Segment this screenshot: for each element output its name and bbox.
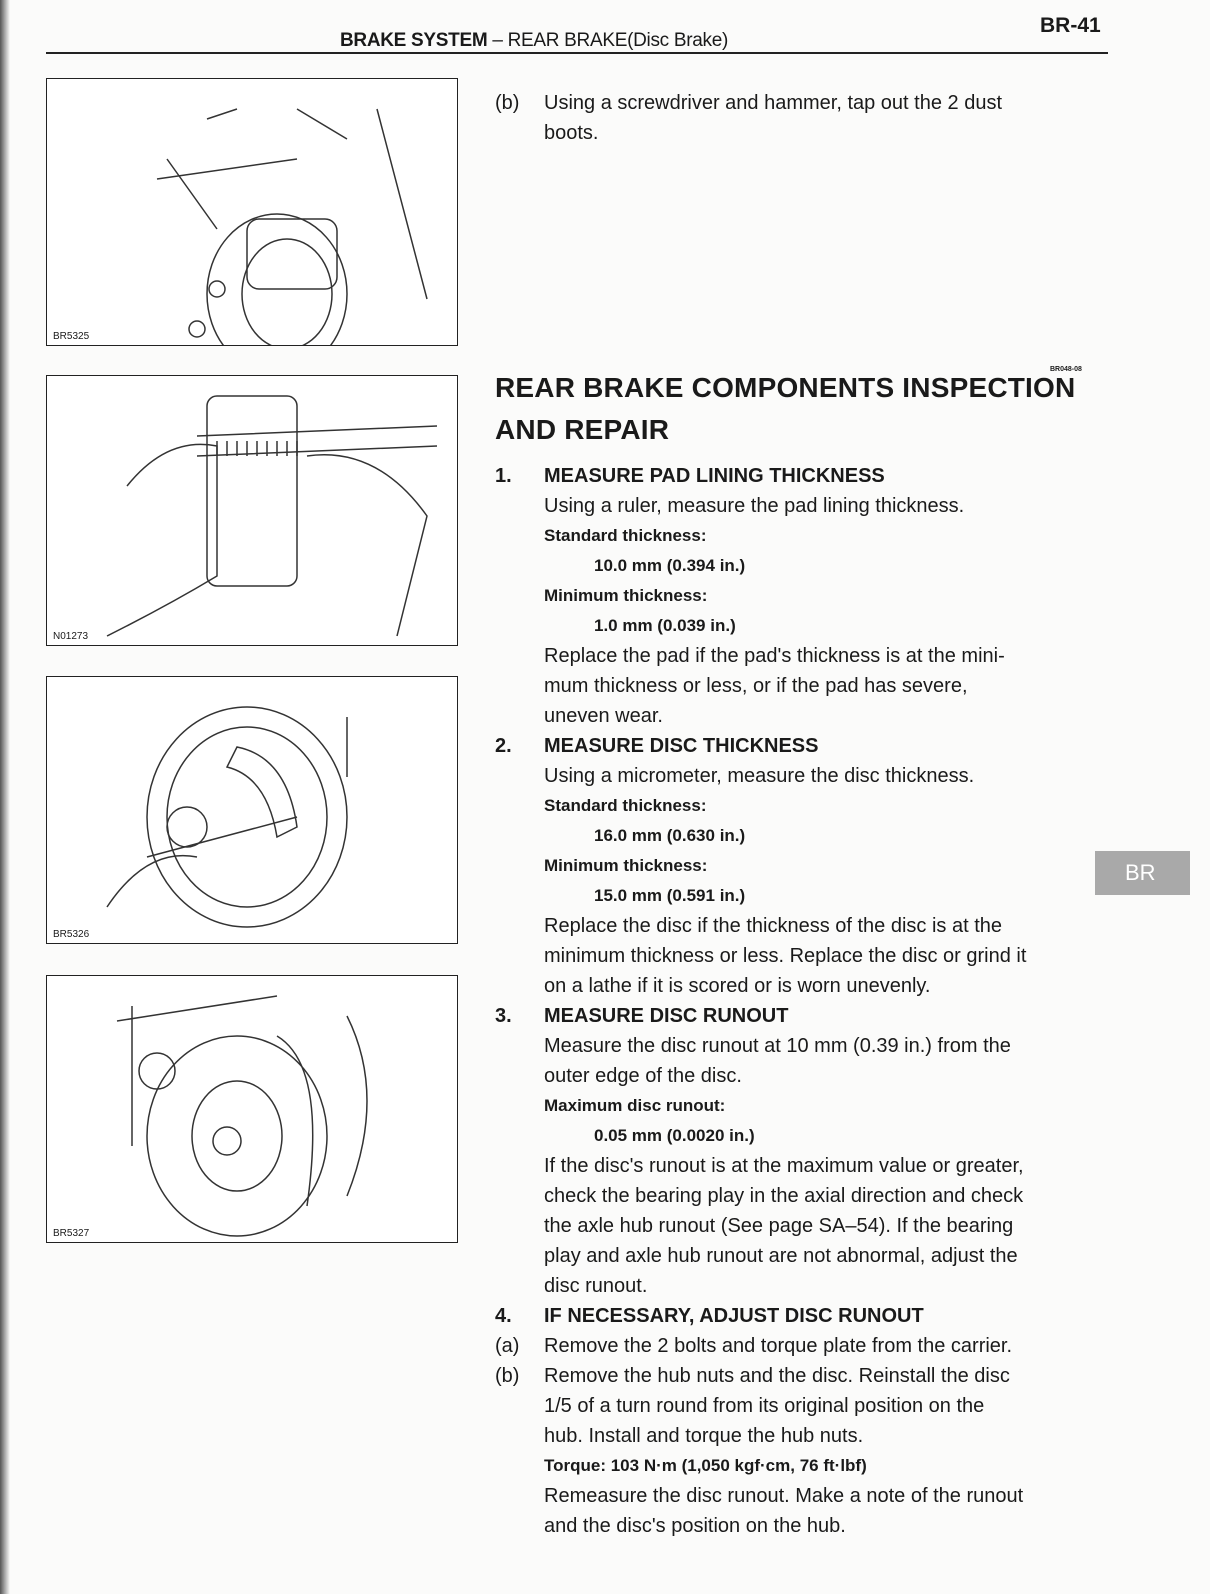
body-line: disc runout. [544,1275,648,1297]
body-line: check the bearing play in the axial direction and check [544,1185,1024,1207]
spec-line: Torque: 103 N·m (1,050 kgf·cm, 76 ft·lbf) [544,1456,867,1475]
header-rule [46,52,1108,54]
body-line: on a lathe if it is scored or is worn unevenly. [544,975,931,997]
page-number: BR-41 [1040,14,1101,37]
body-line: play and axle hub runout are not abnormal, adjust the [544,1245,1018,1267]
body-line: outer edge of the disc. [544,1065,742,1087]
spec-line: Minimum thickness: [544,586,708,605]
section-title-line2: AND REPAIR [495,414,670,445]
spec-line: 1.0 mm (0.039 in.) [594,616,736,635]
figure-code: BR5326 [53,929,90,940]
item-label: 4. [495,1305,512,1327]
step-heading: MEASURE DISC RUNOUT [544,1005,789,1027]
body-line: Remeasure the disc runout. Make a note of the runout [544,1485,1024,1507]
page-spine-shadow [0,0,10,1594]
item-label: (a) [495,1335,520,1357]
body-line: Replace the pad if the pad's thickness is at the mini- [544,645,1005,667]
body-line: and the disc's position on the hub. [544,1515,846,1537]
section-code: BR048-08 [1050,366,1082,373]
figure-dust-boot-removal [46,78,458,346]
figure-code: N01273 [53,631,89,642]
body-line: the axle hub runout (See page SA–54). If the bearing [544,1215,1014,1237]
body-line: Remove the 2 bolts and torque plate from the carrier. [544,1335,1013,1357]
body-line: minimum thickness or less. Replace the disc or grind it [544,945,1027,967]
body-line: mum thickness or less, or if the pad has severe, [544,675,968,697]
section-title-line1: REAR BRAKE COMPONENTS INSPECTION [495,372,1076,403]
item-label: (b) [495,1365,520,1387]
body-line: Using a ruler, measure the pad lining thickness. [544,495,965,517]
running-header [340,30,728,52]
figure-code: BR5327 [53,1228,90,1239]
illustration-caliper-screwdriver [47,79,457,345]
body-line: If the disc's runout is at the maximum value or greater, [544,1155,1024,1177]
spec-line: 10.0 mm (0.394 in.) [594,556,746,575]
illustration-micrometer-disc [47,677,457,943]
step-heading: MEASURE PAD LINING THICKNESS [544,465,885,487]
figure-disc-runout [46,975,458,1243]
item-label: 1. [495,465,512,487]
step-heading: IF NECESSARY, ADJUST DISC RUNOUT [544,1305,924,1327]
spec-line: Standard thickness: [544,526,707,545]
figure-code: BR5325 [53,331,90,342]
body-line: Using a micrometer, measure the disc thickness. [544,765,975,787]
body-line: boots. [544,122,599,144]
item-label: (b) [495,92,520,114]
spec-line: 0.05 mm (0.0020 in.) [594,1126,755,1145]
body-line: 1/5 of a turn round from its original position on the [544,1395,985,1417]
body-line: Replace the disc if the thickness of the disc is at the [544,915,1003,937]
spec-line: Standard thickness: [544,796,707,815]
illustration-ruler-pad [47,376,457,645]
header-section: BRAKE SYSTEM [340,30,488,51]
illustration-dial-gauge-disc [47,976,457,1242]
header-subsection: REAR BRAKE(Disc Brake) [507,30,728,51]
body-line: Measure the disc runout at 10 mm (0.39 in.) from the [544,1035,1011,1057]
figure-pad-thickness [46,375,458,646]
body-line: uneven wear. [544,705,663,727]
spec-line: 16.0 mm (0.630 in.) [594,826,746,845]
item-label: 2. [495,735,512,757]
step-heading: MEASURE DISC THICKNESS [544,735,819,757]
figure-disc-thickness [46,676,458,944]
spec-line: Minimum thickness: [544,856,708,875]
spec-line: Maximum disc runout: [544,1096,726,1115]
body-line: Using a screwdriver and hammer, tap out the 2 dust [544,92,1003,114]
spec-line: 15.0 mm (0.591 in.) [594,886,746,905]
header-dash: – [487,30,508,51]
item-label: 3. [495,1005,512,1027]
section-thumb-tab: BR [1095,851,1190,895]
body-line: Remove the hub nuts and the disc. Reinstall the disc [544,1365,1010,1387]
body-line: hub. Install and torque the hub nuts. [544,1425,864,1447]
